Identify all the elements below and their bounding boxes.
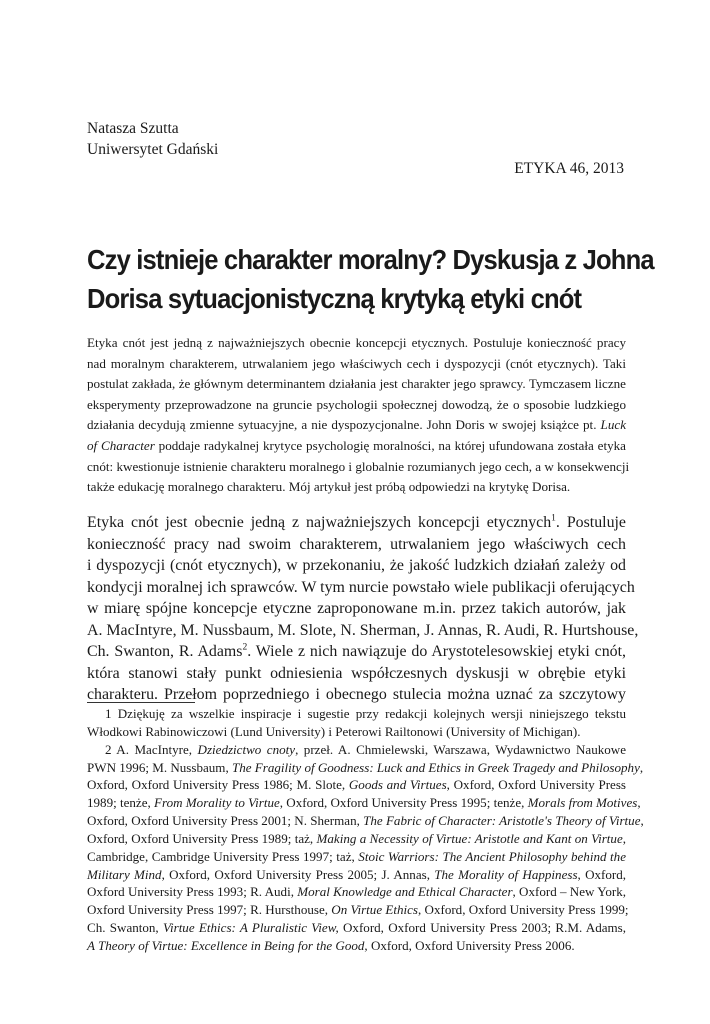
footnote-ref-2[interactable]: 2 <box>242 641 248 653</box>
fn-title: Virtue Ethics: A Pluralistic View, <box>162 920 339 936</box>
abstract-line: nad moralnym charakterem, utrwalaniem jego właściwych cech i dyspozycji (cnót etycznych). Taki <box>87 355 626 371</box>
fn-text: Oxford, Oxford University Press 1989; taż, <box>87 830 317 846</box>
fn-text: , Oxford, Oxford University Press 2006. <box>364 937 575 953</box>
author-name: Natasza Szutta <box>87 120 179 137</box>
fn-title: Military Mind <box>87 866 162 882</box>
fn-text: PWN 1996; M. Nussbaum, <box>87 759 232 775</box>
fn-title: On Virtue Ethics <box>331 902 418 918</box>
footnote-2-line <box>87 901 629 919</box>
fn-text: Oxford, Oxford University Press 1986; M. Slote, <box>87 777 349 793</box>
fn-text: Oxford University Press 1993; R. Audi, <box>87 884 298 900</box>
body-text <box>87 512 639 706</box>
fn-title: The Fabric of Character: Aristotle's Theory of Virtue <box>363 813 641 829</box>
fn-title: Dziedzictwo cnoty <box>197 741 296 757</box>
footnote-ref-1[interactable]: 1 <box>551 512 556 524</box>
body-text-span: . Wiele z nich nawiązuje do Arystotelesowskiej etyki cnót, <box>247 643 626 660</box>
fn-title: From Morality to Virtue <box>154 795 280 811</box>
footnote-1-line: 1 Dziękuję za wszelkie inspiracje i sugestie przy redakcji kolejnych wersji niniejszego tekstu <box>105 706 626 721</box>
fn-text: , Oxford, Oxford University Press 1999; <box>418 902 629 918</box>
book-title: Luck <box>600 417 626 433</box>
footnote-2-line <box>87 759 644 777</box>
fn-title: Stoic Warriors: The Ancient Philosophy behind the <box>358 848 626 864</box>
body-line <box>87 512 626 534</box>
body-line <box>87 641 626 663</box>
fn-title: A Theory of Virtue: Excellence in Being for the Good <box>87 937 365 953</box>
fn-text: , <box>622 830 626 846</box>
abstract-line: eksperymenty przeprowadzone na gruncie psychologii społecznej dowodzą, że o sposobie ludzkiego <box>87 396 626 412</box>
fn-text: , Oxford, <box>577 866 627 882</box>
fn-title: The Fragility of Goodness: Luck and Ethics in Greek Tragedy and Philosophy <box>231 759 640 775</box>
body-text-span: Etyka cnót jest obecnie jedną z najważniejszych koncepcji etycznych <box>87 514 552 531</box>
abstract-line: także edukację moralnego charakteru. Mój artykuł jest próbą odpowiedzi na krytykę Dorisa. <box>87 479 571 495</box>
author-block <box>87 118 218 160</box>
fn-text: , <box>637 795 641 811</box>
body-text-span: . Postuluje <box>555 514 626 531</box>
body-line: w miarę spójne koncepcje etyczne zaproponowane m.in. przez takich autorów, jak <box>87 600 626 617</box>
fn-title: The Morality of Happiness <box>434 866 578 882</box>
footnote-2-line <box>87 812 644 830</box>
footnote-2-line <box>87 866 626 884</box>
body-line: charakteru. Przełom poprzedniego i obecnego stulecia można uznać za szczytowy <box>87 686 626 703</box>
abstract-line: Etyka cnót jest jedną z najważniejszych obecnie koncepcji etycznych. Postuluje konieczność pracy <box>87 335 626 350</box>
fn-text: Oxford, Oxford University Press 2001; N. Sherman, <box>87 813 364 829</box>
journal-info: ETYKA 46, 2013 <box>514 160 624 177</box>
footnote-2-line <box>87 830 626 848</box>
fn-text: Oxford University Press 1997; R. Hursthouse, <box>87 902 332 918</box>
fn-text: , Oxford, Oxford University Press <box>446 777 626 793</box>
fn-title: Moral Knowledge and Ethical Character <box>297 884 513 900</box>
abstract-line <box>87 415 626 436</box>
footnote-2-line <box>87 937 626 955</box>
fn-text: , <box>639 759 644 775</box>
abstract-text: poddaje radykalnej krytyce psychologię moralności, na której ufundowana została etyka <box>154 437 626 453</box>
footnote-2-line <box>87 776 626 794</box>
fn-text: 2 A. MacIntyre, <box>105 741 198 757</box>
footnote-2-line <box>87 883 626 901</box>
fn-text: , Oxford, Oxford University Press 2005; J. Annas, <box>161 866 435 882</box>
footnote-2-line <box>87 848 626 866</box>
fn-text: , Oxford, Oxford University Press 1995; tenże, <box>279 795 528 811</box>
body-line: A. MacIntyre, M. Nussbaum, M. Slote, N. Sherman, J. Annas, R. Audi, R. Hurtshouse, <box>87 621 639 639</box>
footnote-separator <box>87 702 195 703</box>
body-line: i dyspozycji (cnót etycznych), w przekonaniu, że jakość ludzkich działań zależy od <box>87 557 626 574</box>
author-affiliation: Uniwersytet Gdański <box>87 141 219 158</box>
fn-text: , Oxford – New York, <box>512 884 626 900</box>
article-title <box>87 240 654 318</box>
abstract-line: cnót: kwestionuje istnienie charakteru moralnego i globalnie rozumianych jego cech, a w konsekwencji <box>87 458 630 474</box>
body-line: która stanowi stały punkt odniesienia współczesnych dyskusji w obrębie etyki <box>87 664 626 682</box>
abstract-line <box>87 436 626 457</box>
title-line-2: Dorisa sytuacjonistyczną krytyką etyki cnót <box>87 283 582 314</box>
fn-title: Morals from Motives <box>527 795 638 811</box>
abstract <box>87 333 630 498</box>
fn-text: Cambridge, Cambridge University Press 1997; taż, <box>87 848 359 864</box>
fn-text: Ch. Swanton, <box>87 920 163 936</box>
body-line: konieczność pracy nad swoim charakterem, utrwalaniem jego właściwych cech <box>87 535 626 553</box>
fn-text: Oxford, Oxford University Press 2003; R.M. Adams, <box>338 920 626 936</box>
footnote-2-line <box>87 794 641 812</box>
body-line: kondycji moralnej ich sprawców. W tym nurcie powstało wiele publikacji oferujących <box>87 578 635 596</box>
footnotes <box>87 705 644 955</box>
fn-text: , przeł. A. Chmielewski, Warszawa, Wydawnictwo Naukowe <box>295 741 626 757</box>
fn-text: , <box>640 813 644 829</box>
footnote-2-line <box>87 741 626 759</box>
abstract-line: postulat zakłada, że głównym determinantem działania jest charakter jego sprawcy. Tymczasem liczne <box>87 376 626 392</box>
footnote-2-line <box>87 919 626 937</box>
fn-text: 1989; tenże, <box>87 795 155 811</box>
fn-title: Making a Necessity of Virtue: Aristotle and Kant on Virtue <box>316 830 623 846</box>
book-title: of Character <box>87 437 155 453</box>
body-text-span: Ch. Swanton, R. Adams <box>87 643 243 660</box>
footnote-1-line: Włodkowi Rabinowiczowi (Lund University) i Peterowi Railtonowi (University of Michigan). <box>87 723 581 739</box>
fn-title: Goods and Virtues <box>348 777 447 793</box>
abstract-text: działania decydują zmienne sytuacyjne, a nie dyspozycjonalne. John Doris w swojej książce pt. <box>87 417 597 433</box>
title-line-1: Czy istnieje charakter moralny? Dyskusja z Johna <box>87 244 654 275</box>
